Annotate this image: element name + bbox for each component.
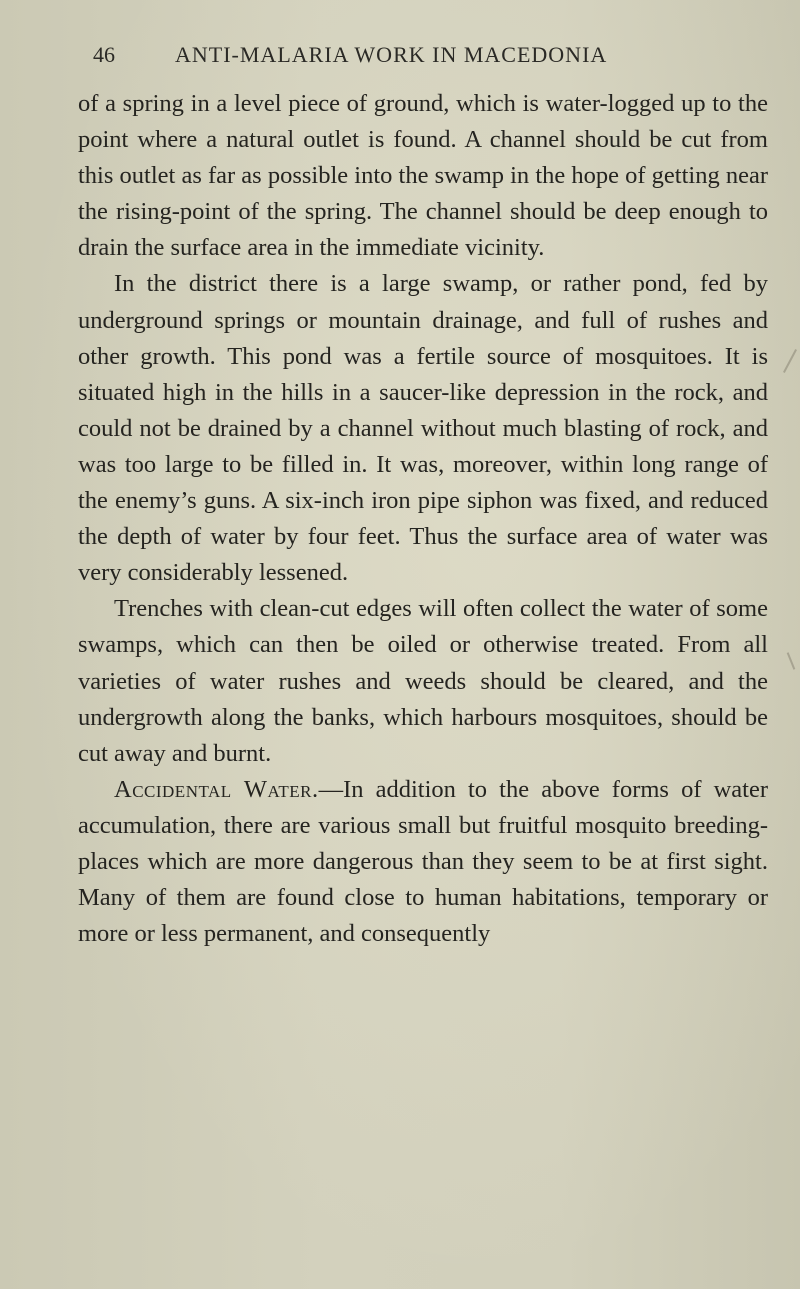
- paragraph-3: Trenches with clean-cut edges will often collect the water of some swamps, which can then be oiled or otherwise treated. From all varieties of water rushes and weeds should be cleared, and the undergrowth along the banks, which harbours mosquitoes, should be cut away and burnt.: [78, 595, 768, 767]
- page-number: 46: [93, 42, 115, 67]
- paragraph-4: [78, 772, 768, 952]
- paragraph-1: of a spring in a level piece of ground, which is water-logged up to the point where a natural outlet is found. A channel should be cut from this outlet as far as possible into the swamp in the hope of getting near the rising-point of the spring. The channel should be deep enough to drain the surface area in the immediate vicinity.: [78, 90, 768, 262]
- paragraph-4-text: —In addition to the above forms of water accumulation, there are various small but fruitful mosquito breeding-places which are more dangerous than they seem to be at first sight. Many of them are found close to human habitations, temporary or more or less permanent, and consequently: [78, 775, 768, 948]
- page-header: [93, 38, 693, 72]
- margin-pencil-mark: [787, 652, 796, 669]
- running-head: ANTI-MALARIA WORK IN MACEDONIA: [175, 42, 608, 67]
- margin-pencil-mark: [783, 349, 797, 373]
- section-heading: Accidental Water.: [114, 775, 319, 803]
- paragraph-2: In the district there is a large swamp, or rather pond, fed by underground springs or mountain drainage, and full of rushes and other growth. This pond was a fertile source of mosquitoes. It is situated high in the hills in a saucer-like depression in the rock, and could not be drained by a channel without much blasting of rock, and was too large to be filled in. It was, moreover, within long range of the enemy’s guns. A six-inch iron pipe siphon was fixed, and reduced the depth of water by four feet. Thus the surface area of water was very considerably lessened.: [78, 270, 768, 587]
- body-text: [78, 86, 768, 952]
